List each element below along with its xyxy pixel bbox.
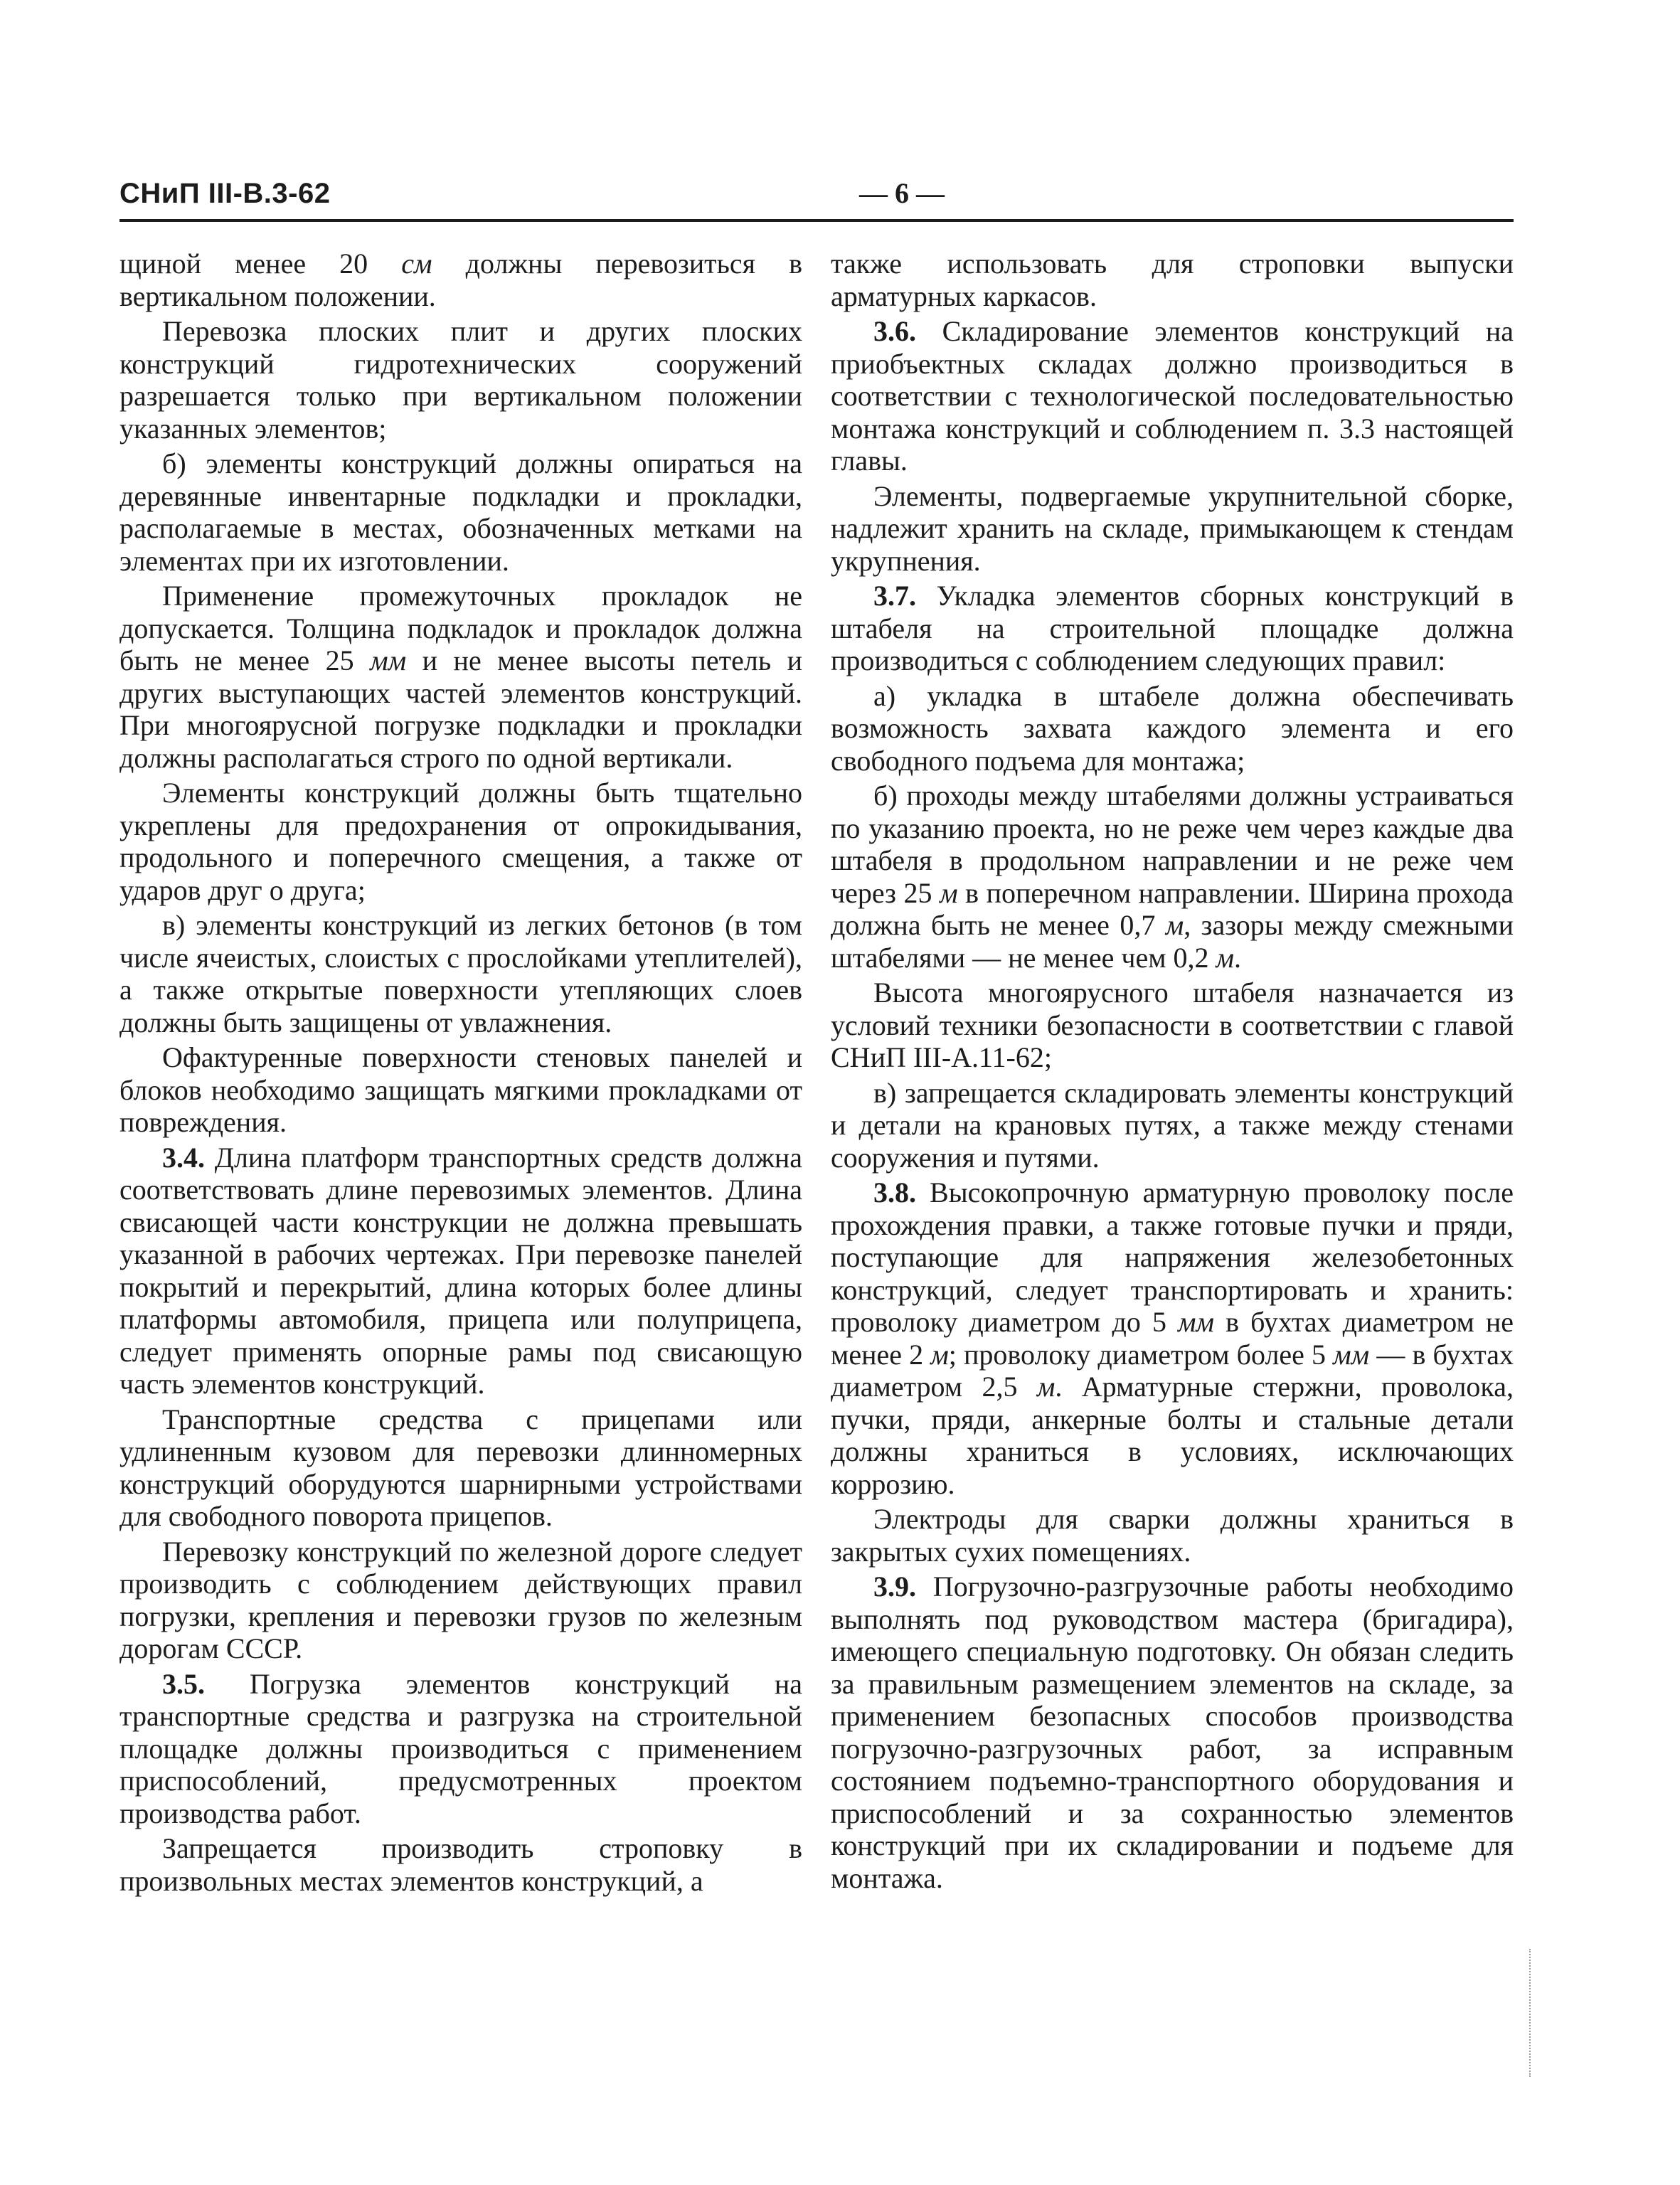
paragraph [119, 315, 802, 445]
scan-artifact-line [1529, 1949, 1532, 2077]
text-run: и не менее высоты петель и других выступающих частей элементов конструкций. При многоярусной погрузке подкладки и прокладки должны располагаться строго по одной вертикали. [119, 644, 802, 774]
paragraph [831, 1503, 1514, 1568]
unit-label: мм [1333, 1338, 1370, 1371]
text-run: Электроды для сварки должны храниться в закрытых сухих помещениях. [831, 1503, 1514, 1568]
text-run: Элементы, подвергаемые укрупнительной сборке, надлежит хранить на складе, примыкающем к стендам укрупнения. [831, 479, 1514, 577]
unit-label: см [401, 248, 432, 280]
text-run: также использовать для строповки выпуски арматурных каркасов. [831, 248, 1514, 312]
text-run: б) проходы между штабелями должны устраиваться по указанию проекта, но не реже чем через каждые два штабеля в продольном направлении и не реже чем через 25 [831, 780, 1514, 909]
text-run: Перевозку конструкций по железной дороге следует производить с соблюдением действующих правил погрузки, крепления и перевозки грузов по железным дорогам СССР. [119, 1535, 802, 1664]
unit-label: м [1165, 909, 1184, 941]
text-run: Применение промежуточных прокладок не допускается. Толщина подкладок и прокладок должна быть не менее 25 [119, 580, 802, 676]
text-run: в бухтах диаметром не менее 2 [831, 1306, 1514, 1371]
text-run: Высота многоярусного штабеля назначается из условий техники безопасности в соответствии с главой СНиП III-А.11-62; [831, 977, 1514, 1073]
text-run: в) запрещается складировать элементы конструкций и детали на крановых путях, а также между стенами сооружения и путями. [831, 1076, 1514, 1174]
left-text-column [119, 248, 802, 1900]
paragraph [831, 315, 1514, 477]
clause-number: 3.4. [162, 1141, 205, 1174]
text-run: Укладка элементов сборных конструкций в штабеля на строительной площадке должна производиться с соблюдением следующих правил: [831, 580, 1514, 676]
text-run: Запрещается производить строповку в произвольных местах элементов конструкций, а [119, 1832, 802, 1897]
text-run: Длина платформ транспортных средств должна соответствовать длине перевозимых элементов. Длина свисающей части конструкции не должна превышать указанной в рабочих чертежах. При перевозке панелей покрытий и перекрытий, длина которых более длины платформы автомобиля, прицепа или полуприцепа, следует применять опорные рамы под свисающую часть элементов конструкций. [119, 1141, 802, 1400]
page-header [119, 174, 1514, 222]
paragraph [119, 1142, 802, 1400]
text-run: должны перевозиться в вертикальном положении. [119, 248, 803, 312]
clause-number: 3.9. [873, 1570, 916, 1602]
clause-number: 3.5. [162, 1667, 205, 1700]
text-run: Погрузочно-разгрузочные работы необходимо выполнять под руководством мастера (бригадира), имеющего специальную подготовку. Он обязан следить за правильным размещением элементов на складе, за применением безопасных способов производства погрузочно-разгрузочных работ, за исправным состоянием подъемно-транспортного оборудования и приспособлений и за сохранностью элементов конструкций при их складировании и подъеме для монтажа. [831, 1570, 1514, 1894]
unit-label: мм [1178, 1306, 1215, 1338]
paragraph [119, 1403, 802, 1533]
paragraph [831, 780, 1514, 974]
text-run: — в бухтах диаметром 2,5 [831, 1338, 1514, 1403]
unit-label: м [1036, 1371, 1056, 1403]
paragraph [831, 977, 1514, 1074]
unit-label: м [930, 1338, 949, 1371]
paragraph [831, 480, 1514, 578]
paragraph [119, 1832, 802, 1897]
clause-number: 3.6. [873, 315, 916, 347]
page-number: — 6 — [859, 177, 945, 209]
unit-label: мм [370, 644, 407, 676]
paragraph [831, 680, 1514, 777]
text-run: Элементы конструкций должны быть тщательно укреплены для предохранения от опрокидывания, продольного и поперечного смещения, а также от ударов друг о друга; [119, 777, 802, 906]
text-run: Складирование элементов конструкций на приобъектных складах должно производиться в соответствии с технологической последовательностью монтажа конструкций и соблюдением п. 3.3 настоящей главы. [831, 315, 1514, 477]
text-run: . Арматурные стержни, проволока, пучки, пряди, анкерные болты и стальные детали должны храниться в условиях, исключающих коррозию. [831, 1371, 1514, 1500]
paragraph [119, 248, 802, 312]
text-run: щиной менее 20 [119, 248, 402, 280]
text-run: Высокопрочную арматурную проволоку после прохождения правки, а также готовые пучки и пряди, поступающие для напряжения железобетонных конструкций, следует транспортировать и хранить: проволоку диаметром до 5 [831, 1176, 1514, 1338]
paragraph [831, 1570, 1514, 1894]
text-run: Погрузка элементов конструкций на транспортные средства и разгрузка на строительной площадке должны производиться с применением приспособлений, предусмотренных проектом производства работ. [119, 1667, 802, 1829]
text-run: в поперечном направлении. Ширина прохода должна быть не менее 0,7 [831, 876, 1514, 941]
paragraph [119, 777, 802, 906]
paragraph [119, 447, 802, 577]
paragraph [119, 1536, 802, 1665]
text-run: Транспортные средства с прицепами или удлиненным кузовом для перевозки длинномерных конструкций оборудуются шарнирными устройствами для свободного поворота прицепов. [119, 1403, 802, 1532]
text-run: б) элементы конструкций должны опираться на деревянные инвентарные подкладки и прокладки, располагаемые в местах, обозначенных метками на элементах при их изготовлении. [119, 447, 802, 577]
clause-number: 3.7. [873, 580, 916, 612]
clause-number: 3.8. [873, 1176, 916, 1208]
paragraph [831, 580, 1514, 677]
paragraph [831, 248, 1514, 312]
document-code: СНиП III-В.3-62 [119, 178, 331, 209]
text-run: в) элементы конструкций из легких бетонов (в том числе ячеистых, слоистых с прослойками утеплителей), а также открытые поверхности утепляющих слоев должны быть защищены от увлажнения. [119, 909, 802, 1038]
unit-label: м [1216, 941, 1235, 974]
text-run: а) укладка в штабеле должна обеспечивать возможность захвата каждого элемента и его свободного подъема для монтажа; [831, 679, 1514, 777]
right-text-column [831, 248, 1514, 1897]
text-run: Офактуренные поверхности стеновых панелей и блоков необходимо защищать мягкими прокладками от повреждения. [119, 1041, 802, 1138]
paragraph [119, 1668, 802, 1830]
unit-label: м [940, 876, 958, 909]
paragraph [119, 1041, 802, 1139]
paragraph [119, 580, 802, 774]
paragraph [831, 1176, 1514, 1500]
text-run: Перевозка плоских плит и других плоских конструкций гидротехнических сооружений разрешается только при вертикальном положении указанных элементов; [119, 315, 802, 445]
text-run: ; проволоку диаметром более 5 [948, 1338, 1334, 1371]
text-run: . [1234, 941, 1242, 974]
text-run: , зазоры между смежными штабелями — не менее чем 0,2 [831, 909, 1514, 974]
paragraph [119, 909, 802, 1038]
paragraph [831, 1077, 1514, 1174]
